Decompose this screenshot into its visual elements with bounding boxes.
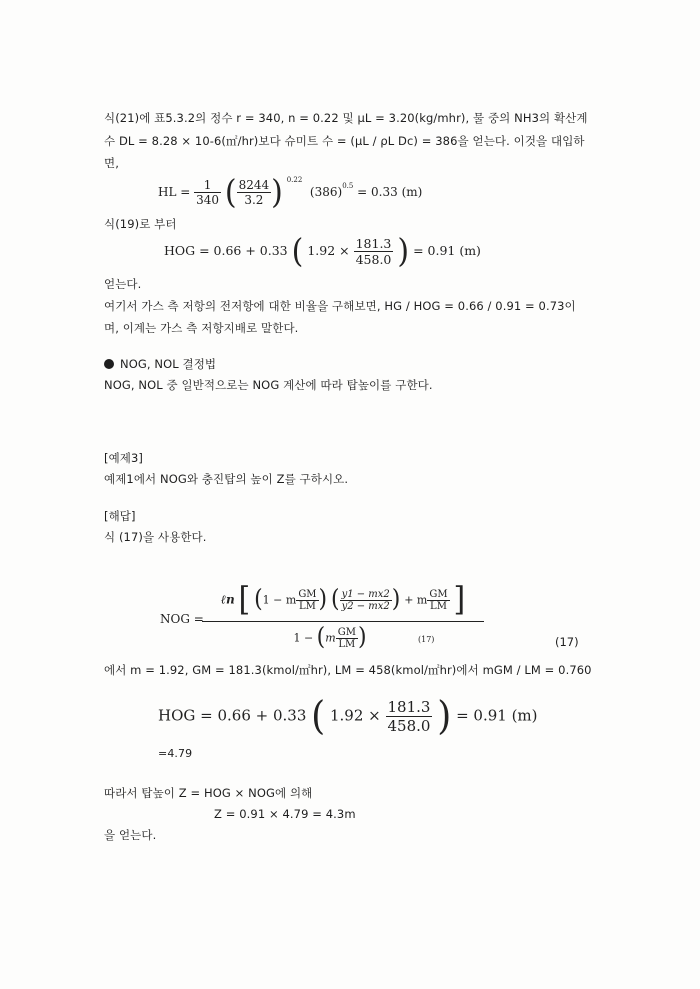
equation-hl — [158, 172, 423, 212]
denominator: 458.0 — [355, 252, 392, 267]
paragraph-line: 여기서 가스 측 저항의 전저항에 대한 비율을 구해보면, HG / HOG = 0.66 / 0.91 = 0.73이 — [104, 299, 576, 313]
eq-term: 1 − m — [262, 593, 297, 607]
numerator: y1 − mx2 — [341, 588, 390, 600]
eq-term: 1.92 × — [329, 706, 381, 725]
paren-open: ( — [316, 623, 326, 652]
fraction — [354, 236, 394, 267]
numerator: 8244 — [238, 178, 270, 192]
bracket-close: ] — [453, 580, 466, 619]
equation-number-small: (17) — [418, 635, 435, 644]
eq-term: ℓn — [220, 592, 235, 607]
paren-close: ) — [271, 172, 283, 212]
eq-term: 1.92 × — [307, 243, 350, 258]
numerator: GM — [429, 588, 448, 600]
paren-open: ( — [254, 585, 263, 614]
exponent: 0.5 — [342, 182, 354, 190]
result-value: =4.79 — [158, 747, 193, 760]
fraction — [237, 178, 272, 207]
paren-open: ( — [311, 693, 326, 739]
eq-term: (386) — [309, 185, 343, 199]
denominator: LM — [430, 600, 447, 612]
paren-close: ) — [397, 231, 410, 271]
fraction — [296, 589, 318, 612]
numerator: GM — [337, 626, 356, 638]
fraction-bar — [202, 621, 484, 622]
fraction — [386, 698, 433, 735]
equation-hog-2 — [158, 693, 538, 739]
paren-open: ( — [291, 231, 304, 271]
eq-term: + m — [404, 593, 428, 607]
paragraph-line: 에서 m = 1.92, GM = 181.3(kmol/㎡hr), LM = 458(kmol/㎡hr)에서 mGM / LM = 0.760 — [104, 663, 592, 677]
numerator: 181.3 — [387, 698, 431, 716]
paragraph-line: 면, — [104, 156, 119, 170]
paren-open: ( — [224, 172, 237, 212]
fraction — [194, 178, 221, 207]
denominator: 3.2 — [244, 193, 264, 207]
paragraph-line: 식(19)로 부터 — [104, 217, 177, 231]
exponent: 0.22 — [286, 176, 303, 184]
paragraph-line: 따라서 탑높이 Z = HOG × NOG에 의해 — [104, 786, 313, 800]
numerator: 181.3 — [355, 236, 392, 251]
example-title: [예제3] — [104, 451, 144, 465]
numerator: 1 — [194, 178, 221, 193]
paren-open: ( — [330, 585, 340, 614]
eq-lhs: HOG = 0.66 + 0.33 — [158, 706, 307, 725]
paren-close: ) — [391, 585, 401, 614]
numerator: GM — [298, 588, 317, 600]
paren-close: ) — [357, 623, 367, 652]
denominator: y2 − mx2 — [341, 600, 390, 612]
nog-denominator: 1 − (m $\frac{GM}{LM}$ ) — [260, 623, 400, 653]
solution-title: [해답] — [104, 509, 136, 523]
paren-close: ) — [437, 693, 452, 739]
paragraph-line: 얻는다. — [104, 277, 142, 291]
paragraph-line: 수 DL = 8.28 × 10-6(㎡/hr)보다 슈미트 수 = (μL / ρL Dc) = 386을 얻는다. 이것을 대입하 — [104, 134, 585, 148]
eq-rhs: = 0.91 (m) — [456, 706, 538, 725]
paragraph-line: Z = 0.91 × 4.79 = 4.3m — [214, 807, 356, 821]
equation-number: (17) — [555, 635, 579, 649]
paragraph-line: 식(21)에 표5.3.2의 정수 r = 340, n = 0.22 및 μL = 3.20(kg/mhr), 물 중의 NH3의 확산계 — [104, 111, 588, 125]
fraction — [427, 589, 449, 612]
paragraph-line: 예제1에서 NOG와 충진탑의 높이 Z를 구하시오. — [104, 472, 349, 486]
eq-lhs: HOG = 0.66 + 0.33 — [164, 243, 288, 258]
eq-rhs: = 0.33 (m) — [357, 185, 423, 199]
denominator: LM — [298, 600, 316, 612]
fraction — [340, 589, 392, 612]
eq-rhs: = 0.91 (m) — [413, 243, 481, 258]
denominator: 458.0 — [387, 717, 431, 735]
paragraph-line: 며, 이계는 가스 측 저항지배로 말한다. — [104, 321, 299, 335]
section-heading — [104, 356, 216, 372]
equation-hog — [164, 231, 481, 271]
eq-lhs: NOG = — [160, 612, 204, 626]
paragraph-line: 식 (17)을 사용한다. — [104, 530, 207, 544]
paragraph-line: 을 얻는다. — [104, 828, 157, 842]
denominator: LM — [338, 638, 356, 650]
section-title: NOG, NOL 결정법 — [120, 357, 217, 371]
paren-close: ) — [318, 585, 328, 614]
nog-numerator — [202, 580, 484, 619]
fraction — [336, 627, 358, 650]
paragraph-line: NOG, NOL 중 일반적으로는 NOG 계산에 따라 탑높이를 구한다. — [104, 378, 433, 392]
bullet-icon — [104, 359, 114, 369]
denominator: 340 — [196, 193, 220, 207]
bracket-open: [ — [238, 580, 251, 619]
eq-lhs: HL = — [158, 185, 191, 199]
